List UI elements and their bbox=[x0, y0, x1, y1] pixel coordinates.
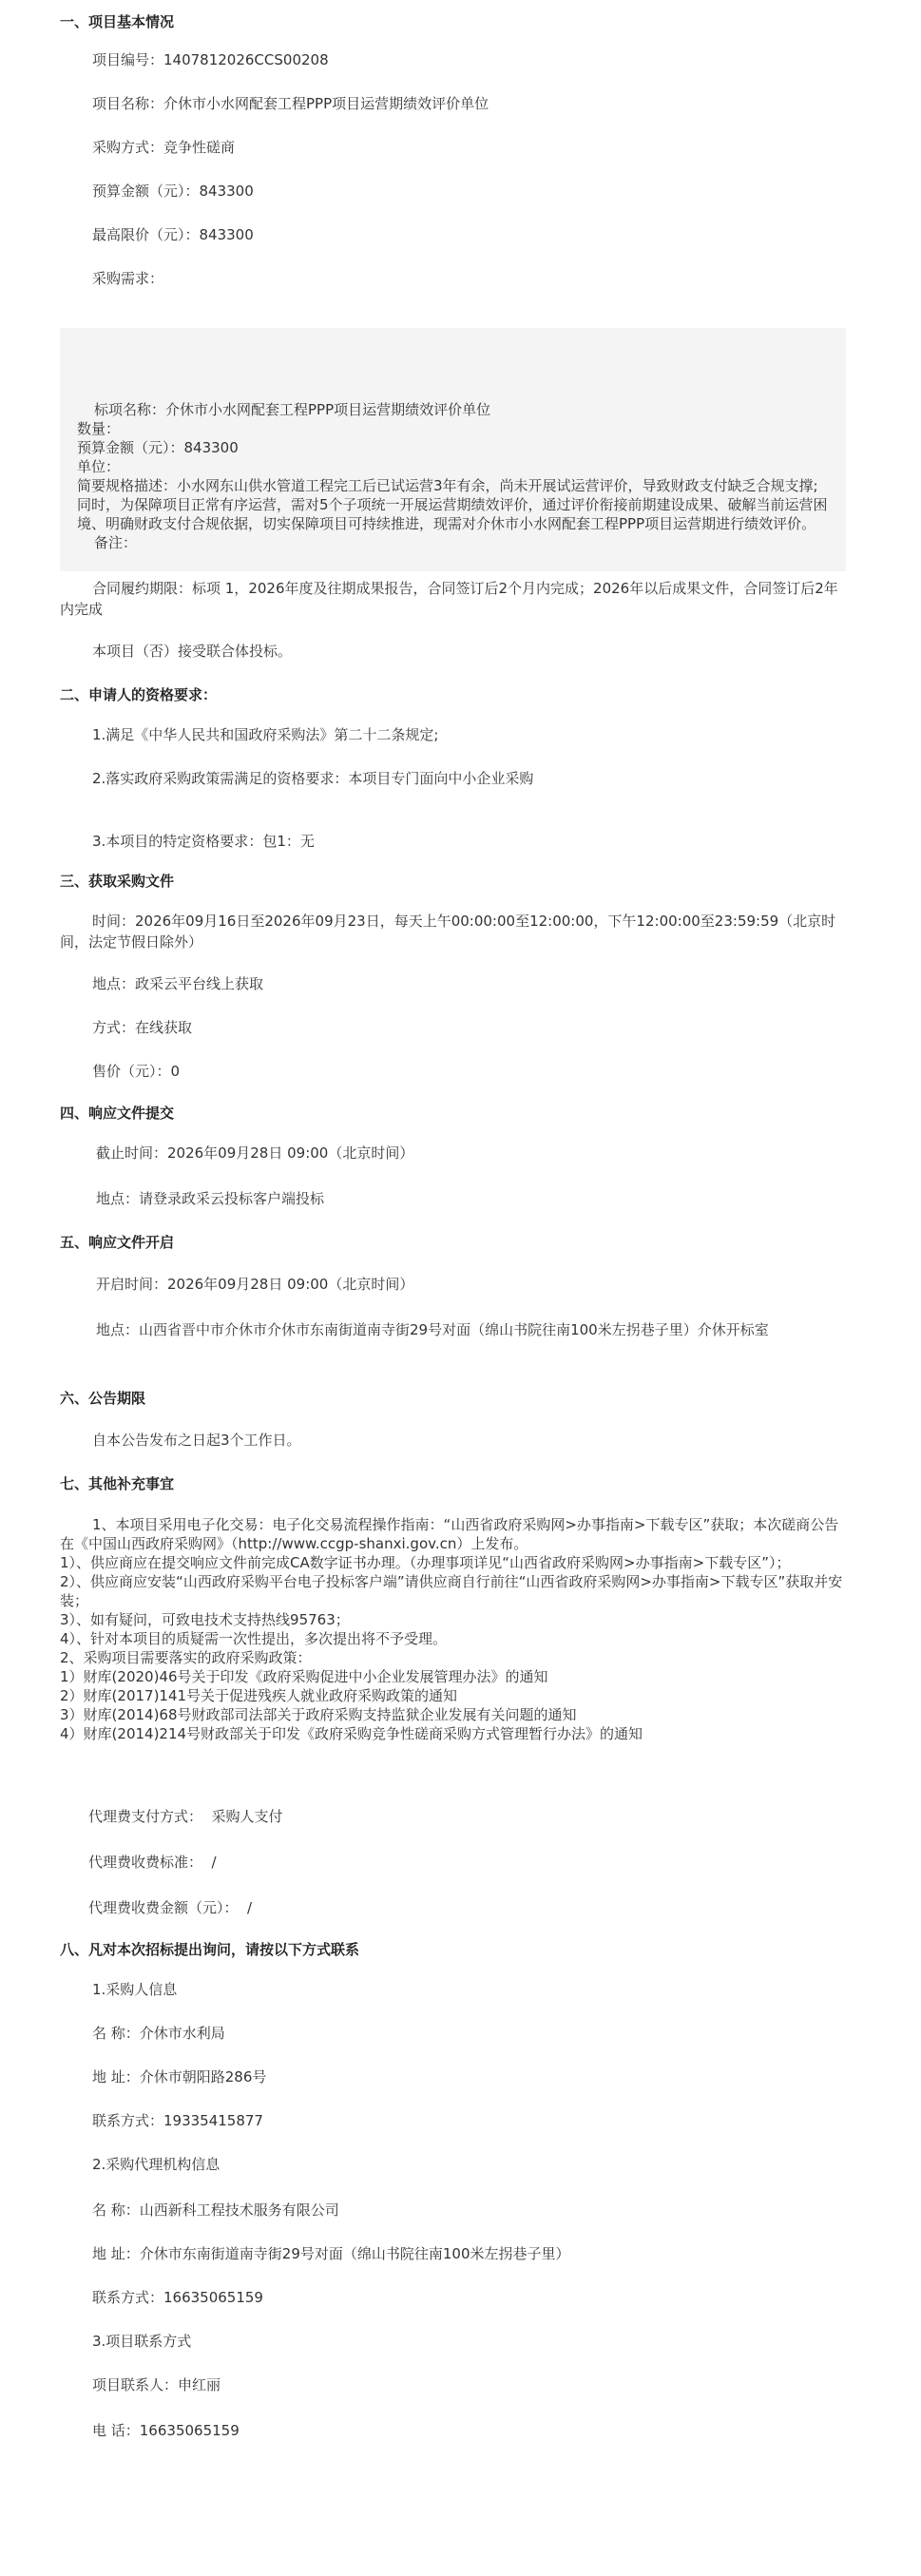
agent-fee-standard: 代理费收费标准： / bbox=[88, 1854, 217, 1871]
qualification-2: 2.落实政府采购政策需满足的资格要求：本项目专门面向中小企业采购 bbox=[92, 770, 534, 787]
section-2-title: 二、申请人的资格要求： bbox=[60, 686, 218, 703]
obtain-place: 地点：政采云平台线上获取 bbox=[92, 975, 264, 992]
supplement-item: 1）财库(2020)46号关于印发《政府采购促进中小企业发展管理办法》的通知 bbox=[60, 1668, 548, 1685]
submit-place: 地点：请登录政采云投标客户端投标 bbox=[96, 1190, 325, 1207]
open-place: 地点：山西省晋中市介休市介休市东南街道南寺街29号对面（绵山书院往南100米左拐巷子里）介休开标室 bbox=[96, 1321, 769, 1338]
project-number: 项目编号：1407812026CCS00208 bbox=[92, 51, 329, 68]
item-description: 简要规格描述：小水网东山供水管道工程完工后已试运营3年有余，尚未开展试运营评价，导致财政支付缺乏合规支撑;同时，为保障项目正常有序运营，需对5个子项统一开展运营期绩效评价，通过评价衔接前期建设成果、破解当前运营困境、明确财政支付合规依据，切实保障项目可持续推进，现需对介休市小水网配套工程PPP项目运营期进行绩效评价。 bbox=[77, 477, 828, 532]
agent-fee-payment: 代理费支付方式： 采购人支付 bbox=[88, 1808, 283, 1825]
section-4-title: 四、响应文件提交 bbox=[60, 1105, 175, 1122]
buyer-name: 名 称：介休市水利局 bbox=[92, 2025, 225, 2042]
item-name: 标项名称：介休市小水网配套工程PPP项目运营期绩效评价单位 bbox=[94, 401, 491, 418]
supplement-item: 1、本项目采用电子化交易：电子化交易流程操作指南：“山西省政府采购网>办事指南>下载专区”获取；本次磋商公告在《中国山西政府采购网》（http://www.ccgp-shanxi.gov.cn）上发布。 bbox=[60, 1516, 839, 1552]
item-budget: 预算金额（元）：843300 bbox=[77, 439, 239, 456]
consortium-note: 本项目（否）接受联合体投标。 bbox=[92, 643, 293, 660]
supplement-item: 3）财库(2014)68号财政部司法部关于政府采购支持监狱企业发展有关问题的通知 bbox=[60, 1706, 577, 1723]
open-time: 开启时间：2026年09月28日 09:00（北京时间） bbox=[96, 1276, 414, 1293]
supplement-item: 2、采购项目需要落实的政府采购政策： bbox=[60, 1649, 312, 1666]
buyer-address: 地 址：介休市朝阳路286号 bbox=[92, 2068, 267, 2086]
project-contact-person: 项目联系人：申红丽 bbox=[92, 2376, 221, 2393]
agent-heading: 2.采购代理机构信息 bbox=[92, 2156, 221, 2173]
procurement-method: 采购方式：竞争性磋商 bbox=[92, 139, 236, 156]
supplement-item: 4）财库(2014)214号财政部关于印发《政府采购竞争性磋商采购方式管理暂行办法》的通知 bbox=[60, 1725, 643, 1742]
buyer-contact: 联系方式：19335415877 bbox=[92, 2112, 263, 2129]
agent-contact: 联系方式：16635065159 bbox=[92, 2289, 263, 2306]
project-contact-phone: 电 话：16635065159 bbox=[92, 2422, 240, 2439]
section-3-title: 三、获取采购文件 bbox=[60, 873, 175, 890]
item-quantity: 数量： bbox=[77, 420, 121, 437]
section-6-title: 六、公告期限 bbox=[60, 1390, 146, 1407]
demand-label: 采购需求： bbox=[92, 270, 164, 287]
agent-fee-amount: 代理费收费金额（元）： / bbox=[88, 1899, 253, 1916]
max-price: 最高限价（元）：843300 bbox=[92, 226, 254, 243]
supplement-item: 1）、供应商应在提交响应文件前完成CA数字证书办理。（办理事项详见“山西省政府采购网>办事指南>下载专区”）； bbox=[60, 1554, 791, 1571]
section-1 bbox=[60, 11, 846, 32]
supplement-item: 4）、针对本项目的质疑需一次性提出，多次提出将不予受理。 bbox=[60, 1630, 448, 1647]
section-8-title: 八、凡对本次招标提出询问，请按以下方式联系 bbox=[60, 1941, 360, 1958]
supplement-list bbox=[60, 1515, 846, 1743]
section-title: 一、项目基本情况 bbox=[60, 13, 175, 30]
submit-deadline: 截止时间：2026年09月28日 09:00（北京时间） bbox=[96, 1144, 414, 1162]
budget-amount: 预算金额（元）：843300 bbox=[92, 183, 254, 200]
section-5-title: 五、响应文件开启 bbox=[60, 1234, 175, 1251]
obtain-time: 时间：2026年09月16日至2026年09月23日，每天上午00:00:00至12:00:00，下午12:00:00至23:59:59（北京时间，法定节假日除外） bbox=[60, 913, 836, 951]
supplement-item: 2）、供应商应安装“山西政府采购平台电子投标客户端”请供应商自行前往“山西省政府采购网>办事指南>下载专区”获取并安装； bbox=[60, 1573, 843, 1609]
agent-name: 名 称：山西新科工程技术服务有限公司 bbox=[92, 2201, 339, 2219]
buyer-heading: 1.采购人信息 bbox=[92, 1981, 178, 1998]
obtain-price: 售价（元）：0 bbox=[92, 1063, 181, 1080]
supplement-item: 2）财库(2017)141号关于促进残疾人就业政府采购政策的通知 bbox=[60, 1687, 458, 1704]
qualification-3: 3.本项目的特定资格要求：包1：无 bbox=[92, 833, 315, 850]
demand-box bbox=[60, 328, 846, 571]
supplement-item: 3）、如有疑问，可致电技术支持热线95763； bbox=[60, 1611, 350, 1628]
qualification-1: 1.满足《中华人民共和国政府采购法》第二十二条规定; bbox=[92, 726, 439, 743]
contract-period: 合同履约期限：标项 1，2026年度及往期成果报告，合同签订后2个月内完成；2026年以后成果文件，合同签订后2年内完成 bbox=[60, 580, 838, 618]
project-contact-heading: 3.项目联系方式 bbox=[92, 2333, 192, 2350]
obtain-way: 方式：在线获取 bbox=[92, 1019, 193, 1036]
agent-address: 地 址：介休市东南街道南寺街29号对面（绵山书院往南100米左拐巷子里） bbox=[92, 2245, 570, 2262]
project-name: 项目名称：介休市小水网配套工程PPP项目运营期绩效评价单位 bbox=[92, 95, 489, 112]
notice-period: 自本公告发布之日起3个工作日。 bbox=[92, 1432, 301, 1449]
item-unit: 单位： bbox=[77, 458, 121, 475]
section-7-title: 七、其他补充事宜 bbox=[60, 1475, 175, 1492]
item-note: 备注： bbox=[94, 534, 138, 551]
